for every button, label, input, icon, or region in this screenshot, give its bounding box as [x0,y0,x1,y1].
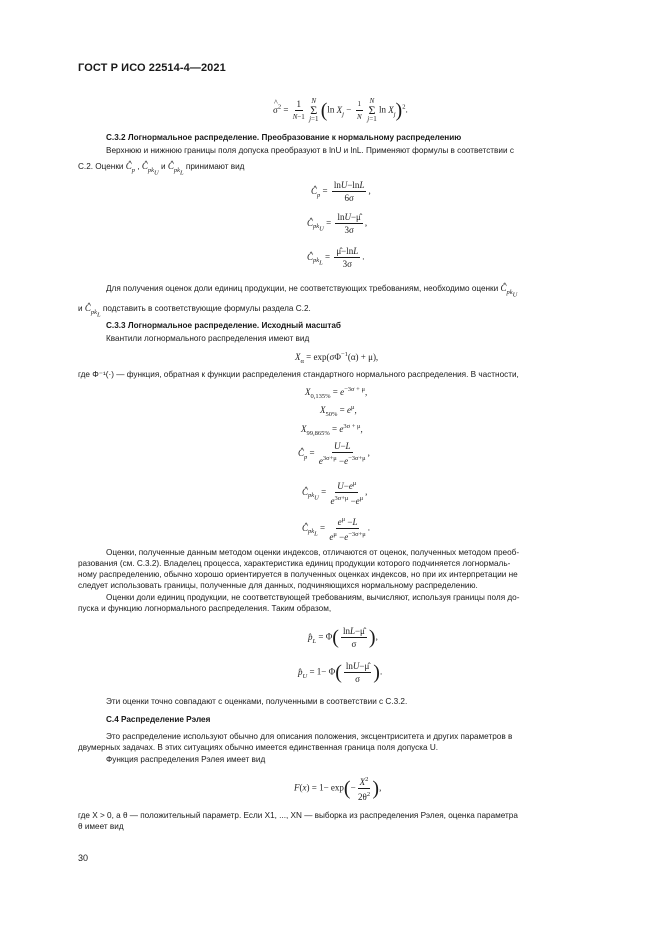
paragraph-c4-p1-line2: двумерных задачах. В этих ситуациях обычно имеется единственная граница поля допуска U. [78,743,439,752]
paragraph-c33-p3-line2: разования (см. С.3.2). Владелец процесса, характеристика единиц продукции которого подчиняется логнормаль- [78,559,511,568]
section-heading-c4: С.4 Распределение Рэлея [106,715,211,724]
paragraph-c33-p3-line3: ному распределению, обычно хорошо ориентируется в полученных оценках индексов, но при их интерпретации не [78,570,518,579]
formula-sigma-hat: σ ^ $^2$ = $\frac{1}{N-1}$ N Σ j=1 (ln $X_j$ − $\frac{1}{N}$ N Σ j=1 $\ln X_j)^2$. [273,97,408,123]
paragraph-c32-line1: Верхнюю и нижнюю границы поля допуска преобразуют в lnU и lnL. Применяют формулы в соответствии с [106,146,514,155]
paragraph-c4-p1-line1: Это распределение используют обычно для описания положения, эксцентриситета и других параметров в [106,732,513,741]
page-number: 30 [78,853,89,863]
section-heading-c33: С.3.3 Логнормальное распределение. Исходный масштаб [106,321,341,330]
paragraph-c32-line2: С.2. Оценки $Ĉ_p$ , $Ĉ_{pk_U}$ и $Ĉ_{pk_L}$ принимают вид [78,161,245,177]
paragraph-c33-p3-line4: следует использовать границы, полученные для данных, подчиняющихся нормальному распределению. [78,581,478,590]
formula-pu: $p̂_U = 1- \Phi$( $\frac{\ln U-\mû}{\sigma}$ ). [298,661,383,684]
paragraph-c33-p3-line1: Оценки, полученные данным методом оценки индексов, отличаются от оценок, полученных методом преоб- [106,548,520,557]
paragraph-c33-p1: Квантили логнормального распределения имеют вид [106,334,310,343]
paragraph-c4-p3-line2: θ имеет вид [78,822,124,831]
formula-xalpha: $X_\alpha = \exp(\sigma\Phi^{-1}(\alpha) + \mu)$, [295,351,379,365]
formula-cpkl: $Ĉ_{pk_L}$ = $\frac{\mû-\ln L}{3\sigma}$ . [307,246,365,269]
paragraph-c33-p4-line1: Оценки доли единиц продукции, не соответствующей требованиям, вычисляют, используя границы поля до- [106,593,520,602]
paragraph-c32-p2-line2: и $Ĉ_{pk_L}$ подставить в соответствующие формулы раздела С.2. [78,303,311,319]
section-heading-c32: С.3.2 Логнормальное распределение. Преобразование к нормальному распределению [106,133,462,142]
paragraph-c33-p4-line2: пуска и функцию логнормального распределения. Таким образом, [78,604,332,613]
formula-x50: $X_{50\%} = e^\mu$, [320,404,357,418]
paragraph-c32-p2-line1: Для получения оценок доли единиц продукции, не соответствующих требованиям, необходимо оценки $Ĉ_{pk_U}$ [106,283,518,299]
formula-cp: $Ĉ_p$ = $\frac{\ln U-\ln L}{6\sigma}$ , [311,180,371,203]
formula-cpkl-original: $Ĉ_{pk_L}$ = $\frac{e^\mu -L}{e^\mu -e^{-3\sigma+\mu}}$ . [302,516,371,542]
formula-cpku: $Ĉ_{pk_U}$ = $\frac{\ln U-\mû}{3\sigma}$ , [307,212,368,235]
formula-rayleigh: F(x) = 1− exp(− $\frac{X^2}{2\theta^2}$ ), [294,776,382,802]
formula-cpku-original: $Ĉ_{pk_U}$ = $\frac{U-e^\mu}{e^{3\sigma+\mu} -e^\mu}$ , [302,480,368,506]
paragraph-c4-p3-line1: где X > 0, а θ — положительный параметр. Если X1, ..., XN — выборка из распределения Рэлея, оценка параметра [78,811,518,820]
document-header: ГОСТ Р ИСО 22514-4—2021 [78,62,226,74]
paragraph-c4-p2: Функция распределения Рэлея имеет вид [106,755,266,764]
formula-cp-original: $Ĉ_p$ = $\frac{U-L}{e^{3\sigma+\mu} -e^{-3\sigma+\mu}}$ , [298,441,370,466]
formula-x0135: $X_{0,135\%} = e^{-3\sigma + \mu}$, [305,386,368,400]
paragraph-c33-p5: Эти оценки точно совпадают с оценками, полученными в соответствии с С.3.2. [106,697,408,706]
paragraph-c33-p2: где Φ⁻¹(·) — функция, обратная к функции распределения стандартного нормального распределения. В частности, [78,370,519,379]
formula-pl: $p̂_L = \Phi$( $\frac{\ln L-\mû}{\sigma}$ ), [308,626,378,649]
formula-x99865: $X_{99,865\%} = e^{3\sigma + \mu}$, [301,423,363,437]
